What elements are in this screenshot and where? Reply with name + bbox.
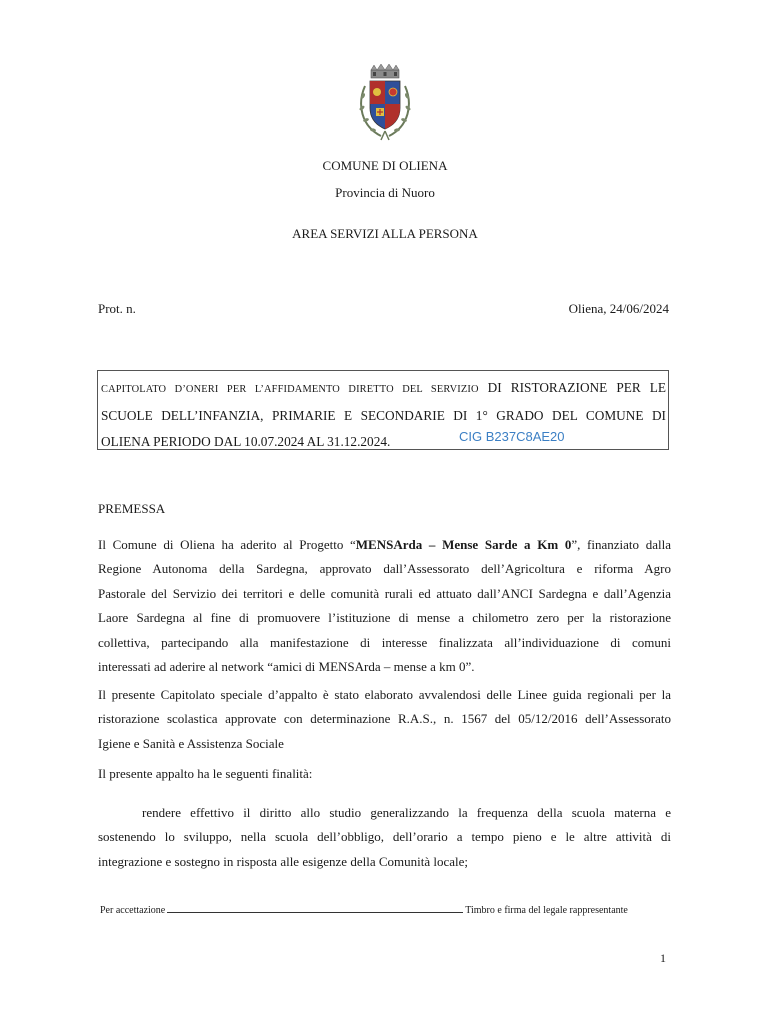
title-line-3: OLIENA PERIODO DAL 10.07.2024 AL 31.12.2024. [101,434,391,449]
title-line-1 [101,375,666,403]
paragraph-2-line-1: Il presente Capitolato speciale d’appalto è stato elaborato avvalendosi delle Linee guida regionali per la [98,687,671,702]
premessa-paragraph-4 [98,801,671,874]
area-title: AREA SERVIZI ALLA PERSONA [292,226,478,241]
paragraph-4-line-3: integrazione e sostegno in risposta alle esigenze della Comunità locale; [98,853,469,869]
paragraph-1-line-5: collettiva, partecipando alla manifestazione di interesse finalizzata all’individuazione di comuni [98,634,671,650]
cig-code: CIG B237C8AE20 [459,429,565,444]
municipal-crest-logo [355,64,415,144]
p1-text-a: Il Comune di Oliena ha aderito al Progetto “ [98,537,356,552]
premessa-paragraph-2 [98,683,671,756]
paragraph-2-line-2: ristorazione scolastica approvate con determinazione R.A.S., n. 1567 del 05/12/2016 dell’Assessorato [98,711,671,727]
premessa-paragraph-3: Il presente appalto ha le seguenti finalità: [98,766,313,781]
title-line-1-small: CAPITOLATO D’ONERI PER L’AFFIDAMENTO DIRETTO DEL SERVIZIO [101,384,479,395]
page-footer [100,904,660,916]
p1-text-b: ”, finanziato dalla [571,537,671,552]
title-line-1-rest: DI RISTORAZIONE PER LE [487,380,666,395]
signature-line [167,904,463,913]
paragraph-1-line-6: interessati ad aderire al network “amici di MENSArda – mense a km 0”. [98,659,475,675]
paragraph-4-line-2: sostenendo lo sviluppo, nella scuola dell’obbligo, dell’orario a tempo pieno e le altre attività di [98,829,671,845]
paragraph-1-line-2: Regione Autonoma della Sardegna, approvato dall’Assessorato dell’Agricoltura e riforma Agro [98,561,671,577]
paragraph-1-line-3: Pastorale del Servizio dei territori e delle comunità rurali ed attuato dall’ANCI Sardegna e dall’Agenzia [98,585,671,601]
premessa-paragraph-1 [98,533,671,679]
paragraph-2-line-3: Igiene e Sanità e Assistenza Sociale [98,735,284,751]
provincia-subtitle: Provincia di Nuoro [335,185,435,200]
title-line-2: SCUOLE DELL’INFANZIA, PRIMARIE E SECONDARIE DI 1° GRADO DEL COMUNE DI [101,408,666,423]
protocol-number-label: Prot. n. [98,301,136,316]
page-number: 1 [660,951,666,965]
premessa-heading: PREMESSA [98,501,166,516]
footer-acceptance-label: Per accettazione [100,905,166,916]
project-name-bold: MENSArda – Mense Sarde a Km 0 [355,537,572,552]
paragraph-1-line-4: Laore Sardegna al fine di promuovere l’istituzione di mense a chilometro zero per la ristorazione [98,610,671,626]
document-title-box [97,370,669,450]
paragraph-4-line-1: rendere effettivo il diritto allo studio generalizzando la frequenza della scuola materna e [142,805,671,820]
comune-title: COMUNE DI OLIENA [322,158,448,173]
footer-signature-label: Timbro e firma del legale rappresentante [465,905,628,916]
place-date: Oliena, 24/06/2024 [568,301,669,316]
paragraph-1-line-1 [98,533,671,557]
